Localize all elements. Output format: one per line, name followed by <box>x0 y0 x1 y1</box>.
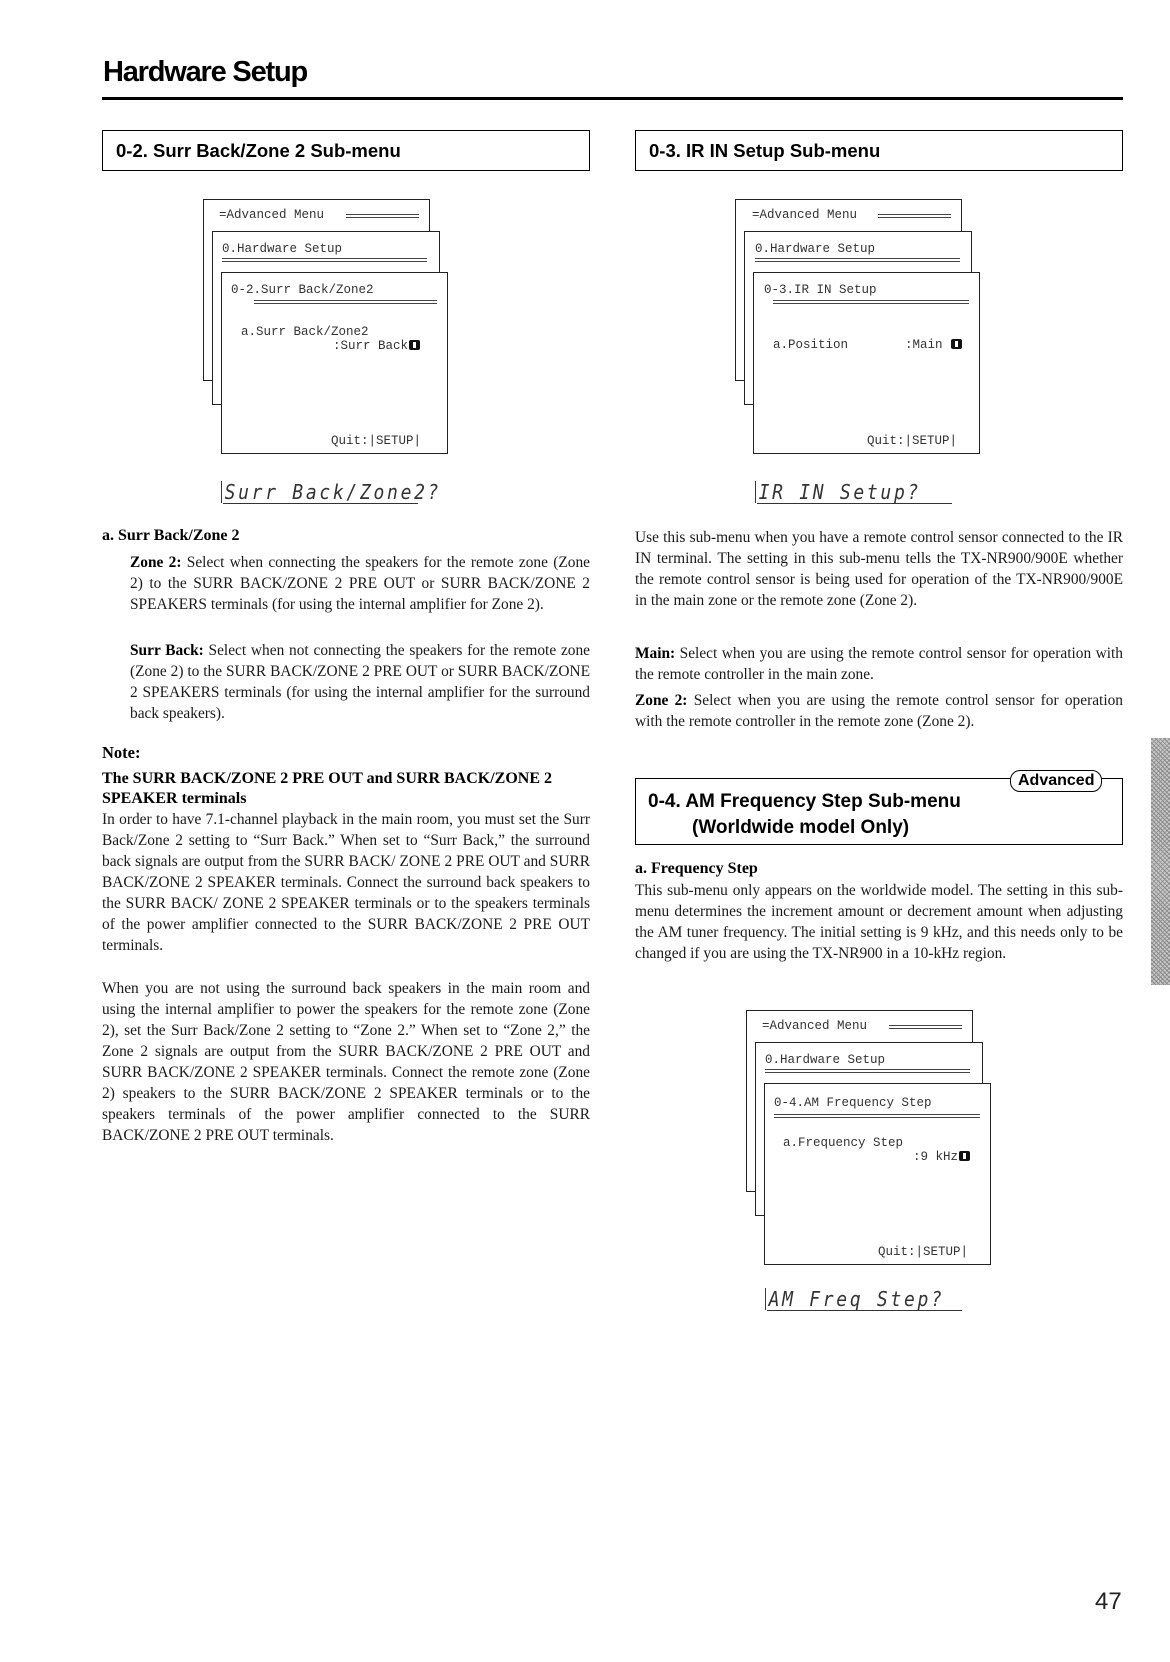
menu-item-label: a.Frequency Step <box>783 1136 904 1150</box>
menu-sub-label: 0-4.AM Frequency Step <box>774 1096 932 1110</box>
paragraph-ir-in-intro: Use this sub-menu when you have a remote control sensor connected to the IR IN terminal. The setting in this sub-menu tells the TX-NR900/900E whether the remote control sensor is being used for operation of the TX-NR900/900E in the main zone or the remote zone (Zone 2). <box>635 529 1123 609</box>
heading-frequency-step: a. Frequency Step <box>635 860 758 877</box>
menu-hardware-label: 0.Hardware Setup <box>755 242 876 256</box>
section-title-line-1: 0-4. AM Frequency Step Sub-menu <box>648 791 961 812</box>
page-number: 47 <box>1095 1588 1122 1615</box>
section-title-line-2: (Worldwide model Only) <box>692 817 910 838</box>
paragraph-surr-back: Surr Back: Select when not connecting the speakers for the remote zone (Zone 2) to the SURR BACK/ZONE 2 PRE OUT or SURR BACK/ZONE 2 SPEAKERS terminals (for using the internal amplifier for the surround back speakers). <box>130 642 590 722</box>
menu-quit-label: Quit:|SETUP| <box>878 1245 969 1259</box>
lcd-display-ir-in: IR IN Setup? <box>755 481 921 503</box>
menu-item-value: :Main <box>905 338 943 352</box>
side-tab-marker <box>1151 738 1170 985</box>
section-title-ir-in: 0-3. IR IN Setup Sub-menu <box>635 130 1123 171</box>
note-paragraph-1: In order to have 7.1-channel playback in the main room, you must set the Surr Back/Zone 2 setting to “Surr Back.” When set to “Surr Back,” the surround back signals are output from the SURR BACK/ ZONE 2 PRE OUT and SURR BACK/ZONE 2 SPEAKER terminals. Connect the surround back speakers to the SURR BACK/ ZONE 2 SPEAKER terminals or to the speakers terminals of the power amplifier connected to the SURR BACK/ZONE 2 PRE OUT terminals. <box>102 811 590 954</box>
menu-advanced-label: =Advanced Menu <box>752 208 858 222</box>
note-paragraph-2: When you are not using the surround back speakers in the main room and using the internal amplifier to power the speakers for the remote zone (Zone 2), set the Surr Back/Zone 2 setting to “Zone 2.” When set to “Zone 2,” the Zone 2 signals are output from the SURR BACK/ZONE 2 PRE OUT and SURR BACK/ZONE 2 SPEAKER terminals. Connect the remote zone (Zone 2) speakers to the SURR BACK/ZONE 2 SPEAKER terminals or to the speakers terminals of the power amplifier connected to the SURR BACK/ZONE 2 PRE OUT terminals. <box>102 980 590 1144</box>
menu-sub-label: 0-3.IR IN Setup <box>764 283 877 297</box>
menu-advanced-label: =Advanced Menu <box>219 208 325 222</box>
menu-quit-label: Quit:|SETUP| <box>331 434 422 448</box>
page-title: Hardware Setup <box>103 56 307 88</box>
osd-menu-ir-in <box>735 199 980 459</box>
menu-quit-label: Quit:|SETUP| <box>867 434 958 448</box>
note-heading: The SURR BACK/ZONE 2 PRE OUT and SURR BACK/ZONE 2 SPEAKER terminals <box>102 770 553 807</box>
menu-item-label: a.Surr Back/Zone2 <box>241 325 369 339</box>
knob-icon <box>951 339 962 349</box>
paragraph-main: Main: Select when you are using the remote control sensor for operation with the remote controller in the main zone. <box>635 645 1123 683</box>
title-rule <box>102 97 1123 100</box>
paragraph-frequency-step: This sub-menu only appears on the worldwide model. The setting in this sub-menu determines the increment amount or decrement amount when adjusting the AM tuner frequency. The initial setting is 9 kHz, and this needs only to be changed if you are using the TX-NR900 in a 10-kHz region. <box>635 882 1123 962</box>
note-label: Note: <box>102 743 141 762</box>
menu-hardware-label: 0.Hardware Setup <box>222 242 343 256</box>
menu-sub-label: 0-2.Surr Back/Zone2 <box>231 283 374 297</box>
advanced-badge: Advanced <box>1010 770 1102 792</box>
osd-menu-am-frequency <box>746 1010 991 1270</box>
paragraph-ir-zone2: Zone 2: Select when you are using the remote control sensor for operation with the remote controller in the remote zone (Zone 2). <box>635 692 1123 730</box>
menu-item-value: :Surr Back <box>333 339 409 353</box>
menu-hardware-label: 0.Hardware Setup <box>765 1053 886 1067</box>
knob-icon <box>959 1151 970 1161</box>
paragraph-zone2: Zone 2: Select when connecting the speakers for the remote zone (Zone 2) to the SURR BACK/ZONE 2 PRE OUT or SURR BACK/ZONE 2 SPEAKERS terminals (for using the internal amplifier for Zone 2). <box>130 554 590 613</box>
menu-item-value: :9 kHz <box>913 1150 959 1164</box>
lcd-display-surr-back: Surr Back/Zone2? <box>221 481 441 503</box>
knob-icon <box>409 340 420 350</box>
section-title-surr-back: 0-2. Surr Back/Zone 2 Sub-menu <box>102 130 590 171</box>
menu-advanced-label: =Advanced Menu <box>762 1019 868 1033</box>
osd-menu-surr-back <box>203 199 448 459</box>
menu-item-label: a.Position <box>773 338 849 352</box>
lcd-display-am-frequency: AM Freq Step? <box>765 1288 945 1310</box>
heading-surr-back-zone2: a. Surr Back/Zone 2 <box>102 527 240 544</box>
